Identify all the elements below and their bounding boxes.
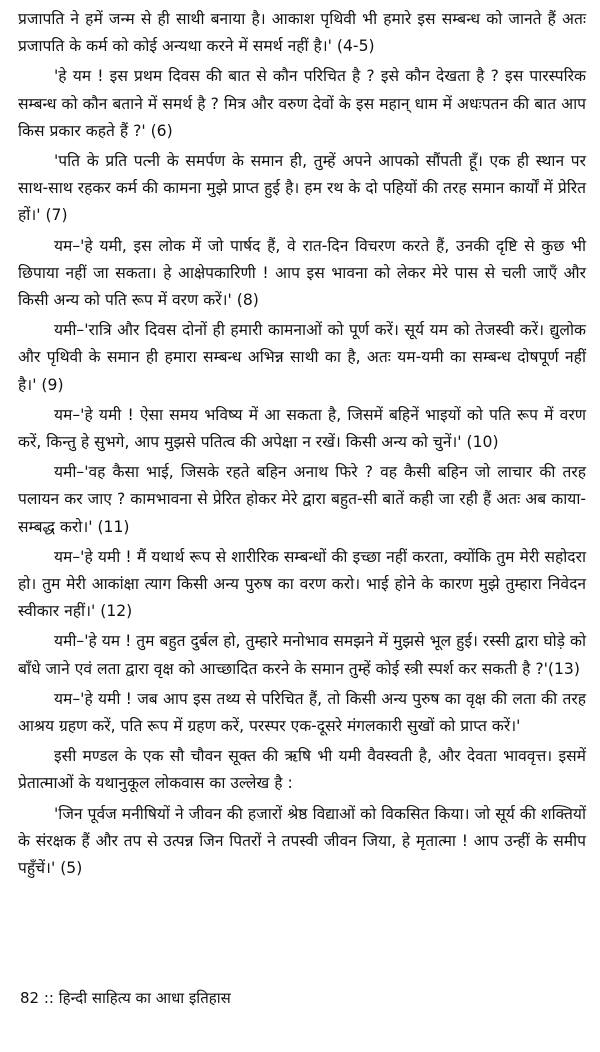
paragraph: यम–'हे यमी ! ऐसा समय भविष्य में आ सकता है, जिसमें बहिनें भाइयों को पति रूप में वरण करें, किन्तु हे सुभगे, आप मुझसे पतित्व की अपेक्षा न रखें। किसी अन्य को चुनें।' (10) bbox=[18, 405, 586, 452]
book-title: हिन्दी साहित्य का आधा इतिहास bbox=[58, 989, 231, 1007]
page-footer bbox=[20, 986, 231, 1010]
paragraph: इसी मण्डल के एक सौ चौवन सूक्त की ऋषि भी यमी वैवस्वती है, और देवता भाववृत्त। इसमें प्रेतात्माओं के यथानुकूल लोकवास का उल्लेख है : bbox=[18, 747, 586, 793]
paragraph: प्रजापति ने हमें जन्म से ही साथी बनाया है। आकाश पृथिवी भी हमारे इस सम्बन्ध को जानते हैं अतः प्रजापति के कर्म को कोई अन्यथा करने में समर्थ नहीं है।' (4-5) bbox=[18, 10, 586, 56]
paragraph: 'जिन पूर्वज मनीषियों ने जीवन की हजारों श्रेष्ठ विद्याओं को विकसित किया। जो सूर्य की शक्तियों के संरक्षक हैं और तप से उत्पन्न जिन पितरों ने तपस्वी जीवन जिया, हे मृतात्मा ! आप उन्हीं के समीप पहुँचें।' (5) bbox=[18, 804, 586, 878]
paragraph: यमी–'रात्रि और दिवस दोनों ही हमारी कामनाओं को पूर्ण करें। सूर्य यम को तेजस्वी करें। द्युलोक और पृथिवी के समान ही हमारा सम्बन्ध अभिन्न साथी का है, अतः यम-यमी का सम्बन्ध दोषपूर्ण नहीं है।' (9) bbox=[18, 321, 586, 394]
page-body bbox=[18, 6, 586, 885]
paragraph: 'हे यम ! इस प्रथम दिवस की बात से कौन परिचित है ? इसे कौन देखता है ? इस पारस्परिक सम्बन्ध को कौन बताने में समर्थ है ? मित्र और वरुण देवों के इस महान् धाम में अधःपतन की बात आप किस प्रकार कहते हैं ?' (6) bbox=[18, 67, 586, 140]
paragraph: यम–'हे यमी ! मैं यथार्थ रूप से शारीरिक सम्बन्धों की इच्छा नहीं करता, क्योंकि तुम मेरी सहोदरा हो। तुम मेरी आकांक्षा त्याग किसी अन्य पुरुष का वरण करो। भाई होने के कारण मुझे तुम्हारा निवेदन स्वीकार नहीं।' (12) bbox=[18, 547, 586, 621]
paragraph: 'पति के प्रति पत्नी के समर्पण के समान ही, तुम्हें अपने आपको सौंपती हूँ। एक ही स्थान पर साथ-साथ रहकर कर्म की कामना मुझे प्राप्त हुई है। हम रथ के दो पहियों की तरह समान कार्यों में प्रेरित हों।' (7) bbox=[18, 152, 586, 225]
paragraph: यमी–'वह कैसा भाई, जिसके रहते बहिन अनाथ फिरे ? वह कैसी बहिन जो लाचार की तरह पलायन कर जाए ? कामभावना से प्रेरित होकर मेरे द्वारा बहुत-सी बातें कही जा रही हैं अतः अब काया-सम्बद्ध करो।' (11) bbox=[18, 463, 586, 536]
page-number: 82 bbox=[20, 989, 40, 1007]
paragraph: यम–'हे यमी ! जब आप इस तथ्य से परिचित हैं, तो किसी अन्य पुरुष का वृक्ष की लता की तरह आश्रय ग्रहण करें, पति रूप में ग्रहण करें, परस्पर एक-दूसरे मंगलकारी सुखों को प्राप्त करें।' bbox=[18, 689, 586, 736]
paragraph: यम–'हे यमी, इस लोक में जो पार्षद हैं, वे रात-दिन विचरण करते हैं, उनकी दृष्टि से कुछ भी छिपाया नहीं जा सकता। हे आक्षेपकारिणी ! आप इस भावना को लेकर मेरे पास से चली जाएँ और किसी अन्य को पति रूप में वरण करें।' (8) bbox=[18, 236, 586, 310]
paragraph: यमी–'हे यम ! तुम बहुत दुर्बल हो, तुम्हारे मनोभाव समझने में मुझसे भूल हुई। रस्सी द्वारा घोड़े को बाँधे जाने एवं लता द्वारा वृक्ष को आच्छादित करने के समान तुम्हें कोई स्त्री स्पर्श कर सकती है ?'(13) bbox=[18, 632, 586, 678]
footer-separator: :: bbox=[43, 989, 54, 1007]
